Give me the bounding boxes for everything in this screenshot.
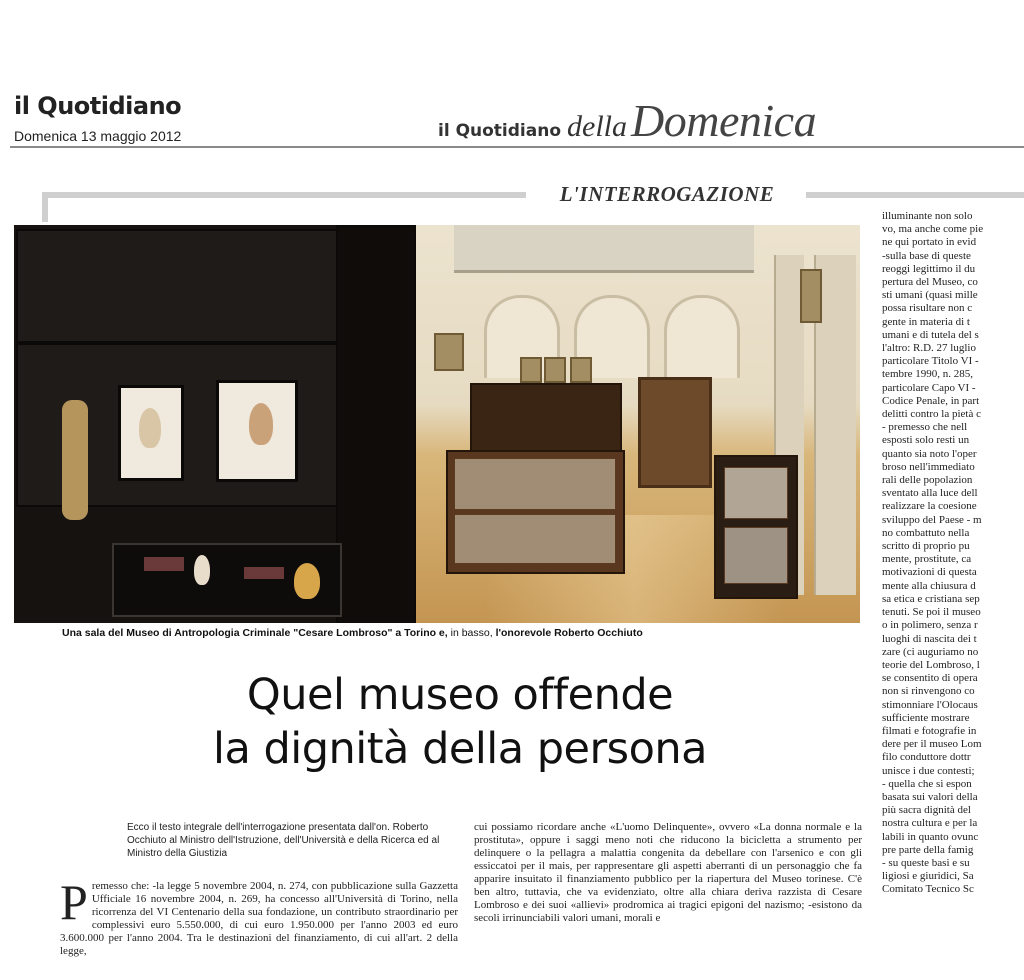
column-3-line: vo, ma anche come pie — [882, 223, 984, 236]
article-column-3 — [882, 210, 1024, 980]
column-3-line: sa etica e cristiana sep — [882, 592, 980, 605]
column-3-line: broso nell'immediato — [882, 460, 975, 473]
column-3-line: umani e di tutela del s — [882, 328, 979, 341]
column-3-line: particolare Titolo VI - — [882, 355, 979, 368]
column-3-line: stimonniare l'Olocaus — [882, 698, 978, 711]
column-3-line: sufficiente mostrare — [882, 711, 970, 724]
column-3-line: mente, prostitute, ca — [882, 553, 972, 566]
column-3-line: labili in quanto ovunc — [882, 830, 979, 843]
supplement-prefix: il Quotidiano — [438, 121, 562, 141]
column-3-line: possa risultare non c — [882, 302, 973, 315]
caption-tail: l'onorevole Roberto Occhiuto — [492, 627, 643, 639]
section-bar-right — [806, 192, 1024, 198]
photo-cabinet — [714, 455, 798, 599]
paper-name: il Quotidiano — [14, 92, 182, 120]
column-3-line: reoggi legittimo il du — [882, 262, 976, 275]
photo-frame — [800, 269, 822, 323]
article-column-2: cui possiamo ricordare anche «L'uomo Delinquente», ovvero «La donna normale e la prostituta», oppure i saggi meno noti che riducono la bicicletta a strumento per delinquere o la pellagra a malattia congenita da debellare con l'arsenico e con gli essiccatoi per il mais, per rappresentare gli aspetti aberranti di un personaggio che fa apparire insuitato il finanziamento pubblico per la riapertura del Museo torinese. C'è ben altro, tuttavia, che va evidenziato, oltre alla chiara deriva razzista di Cesare Lombroso e dei suoi «allievi» prodromica ai tragici epigoni del nazismo; -esistono da secoli irrinunciabili valori umani, morali e — [474, 821, 862, 924]
column-3-line: mente alla chiusura d — [882, 579, 976, 592]
headline-line-2: la dignità della persona — [213, 724, 707, 774]
column-1-text: remesso che: -la legge 5 novembre 2004, n. 274, con pubblicazione sulla Gazzetta Ufficiale 16 novembre 2004, n. 269, ha concesso all'Università di Torino, nella ricorrenza del VI Centenario della sua fondazione, un contributo straordinario per complessivi euro 5.550.000, di cui euro 1.950.000 per l'anno 2003 ed euro 3.600.000 per l'anno 2004. Tra le destinazioni del finanziamento, di cui all'art. 2 della legge, — [60, 880, 458, 957]
drop-cap: P — [60, 880, 88, 930]
column-3-line: quanto sia noto l'oper — [882, 447, 977, 460]
column-3-line: sviluppo del Paese - m — [882, 513, 982, 526]
column-3-line: illuminante non solo — [882, 210, 973, 222]
photo-frame — [570, 357, 592, 383]
issue-date: Domenica 13 maggio 2012 — [14, 128, 182, 144]
column-3-line: realizzare la coesione — [882, 500, 977, 513]
column-3-line: gente in materia di t — [882, 315, 970, 328]
article-column-1 — [60, 880, 458, 980]
column-3-line: esposti solo resti un — [882, 434, 970, 447]
column-3-line: sventato alla luce dell — [882, 487, 978, 500]
column-3-line: l'altro: R.D. 27 luglio — [882, 342, 976, 355]
column-3-line: Codice Penale, in part — [882, 394, 980, 407]
photo-arch — [664, 295, 740, 378]
column-3-line: tenuti. Se poi il museo — [882, 606, 981, 619]
column-3-line: particolare Capo VI - — [882, 381, 976, 394]
column-3-line: - premesso che nell — [882, 421, 968, 434]
column-3-line: teorie del Lombroso, l — [882, 658, 980, 671]
supplement-della: della — [567, 110, 628, 143]
column-3-line: ne qui portato in evid — [882, 236, 977, 249]
museum-photo — [14, 225, 860, 623]
column-3-line: se consentito di opera — [882, 672, 978, 685]
headline-line-1: Quel museo offende — [246, 670, 674, 720]
photo-frame — [434, 333, 464, 371]
column-3-line: pertura del Museo, co — [882, 276, 978, 289]
section-label: L'INTERROGAZIONE — [559, 182, 775, 206]
section-tick — [42, 192, 48, 222]
column-3-line: delitti contro la pietà c — [882, 408, 981, 421]
column-3-line: - su queste basi e su — [882, 856, 970, 869]
photo-caption — [62, 627, 643, 639]
supplement-name: Domenica — [631, 95, 817, 146]
section-bar-left — [42, 192, 526, 198]
column-3-line: più sacra dignità del — [882, 804, 971, 817]
column-3-line: o in polimero, senza r — [882, 619, 978, 632]
photo-ceiling — [454, 225, 754, 273]
photo-cabinet — [470, 383, 622, 457]
article-intro: Ecco il testo integrale dell'interrogazione presentata dall'on. Roberto Occhiuto al Ministro dell'Istruzione, dell'Università e della Ricerca ed al Ministro della Giustizia — [127, 822, 440, 859]
column-3-line: pre parte della famig — [882, 843, 974, 856]
column-3-line: sti umani (quasi mille — [882, 289, 978, 302]
column-3-line: motivazioni di questa — [882, 566, 977, 579]
photo-bookcase — [638, 377, 712, 488]
column-3-line: non si rinvengono co — [882, 685, 975, 698]
column-3-line: filo conduttore dottr — [882, 751, 971, 764]
photo-cabinet — [446, 450, 625, 574]
column-3-line: tembre 1990, n. 285, — [882, 368, 974, 381]
headline — [60, 668, 860, 776]
column-3-line: no combattuto nella — [882, 526, 970, 539]
column-3-line: rali delle popolazion — [882, 474, 973, 487]
caption-main: Una sala del Museo di Antropologia Criminale "Cesare Lombroso" a Torino e, — [62, 627, 448, 639]
column-3-line: - quella che si espon — [882, 777, 972, 790]
column-3-line: luoghi di nascita dei t — [882, 632, 977, 645]
photo-frame — [520, 357, 542, 383]
column-3-line: filmati e fotografie in — [882, 724, 977, 737]
caption-aside: in basso, — [447, 627, 493, 639]
photo-showcase — [14, 225, 414, 623]
column-3-line: ligiosi e giuridici, Sa — [882, 870, 974, 883]
photo-frame — [544, 357, 566, 383]
column-3-line: basata sui valori della — [882, 790, 978, 803]
column-3-line: scritto di proprio pu — [882, 540, 970, 553]
column-3-line: -sulla base di queste — [882, 249, 971, 262]
supplement-masthead — [438, 94, 816, 147]
column-3-line: zare (ci auguriamo no — [882, 645, 979, 658]
column-3-line: dere per il museo Lom — [882, 738, 982, 751]
column-3-line: nostra cultura e per la — [882, 817, 978, 830]
column-3-line: unisce i due contesti; — [882, 764, 975, 777]
masthead-rule — [10, 146, 1024, 148]
column-3-line: Comitato Tecnico Sc — [882, 883, 974, 896]
